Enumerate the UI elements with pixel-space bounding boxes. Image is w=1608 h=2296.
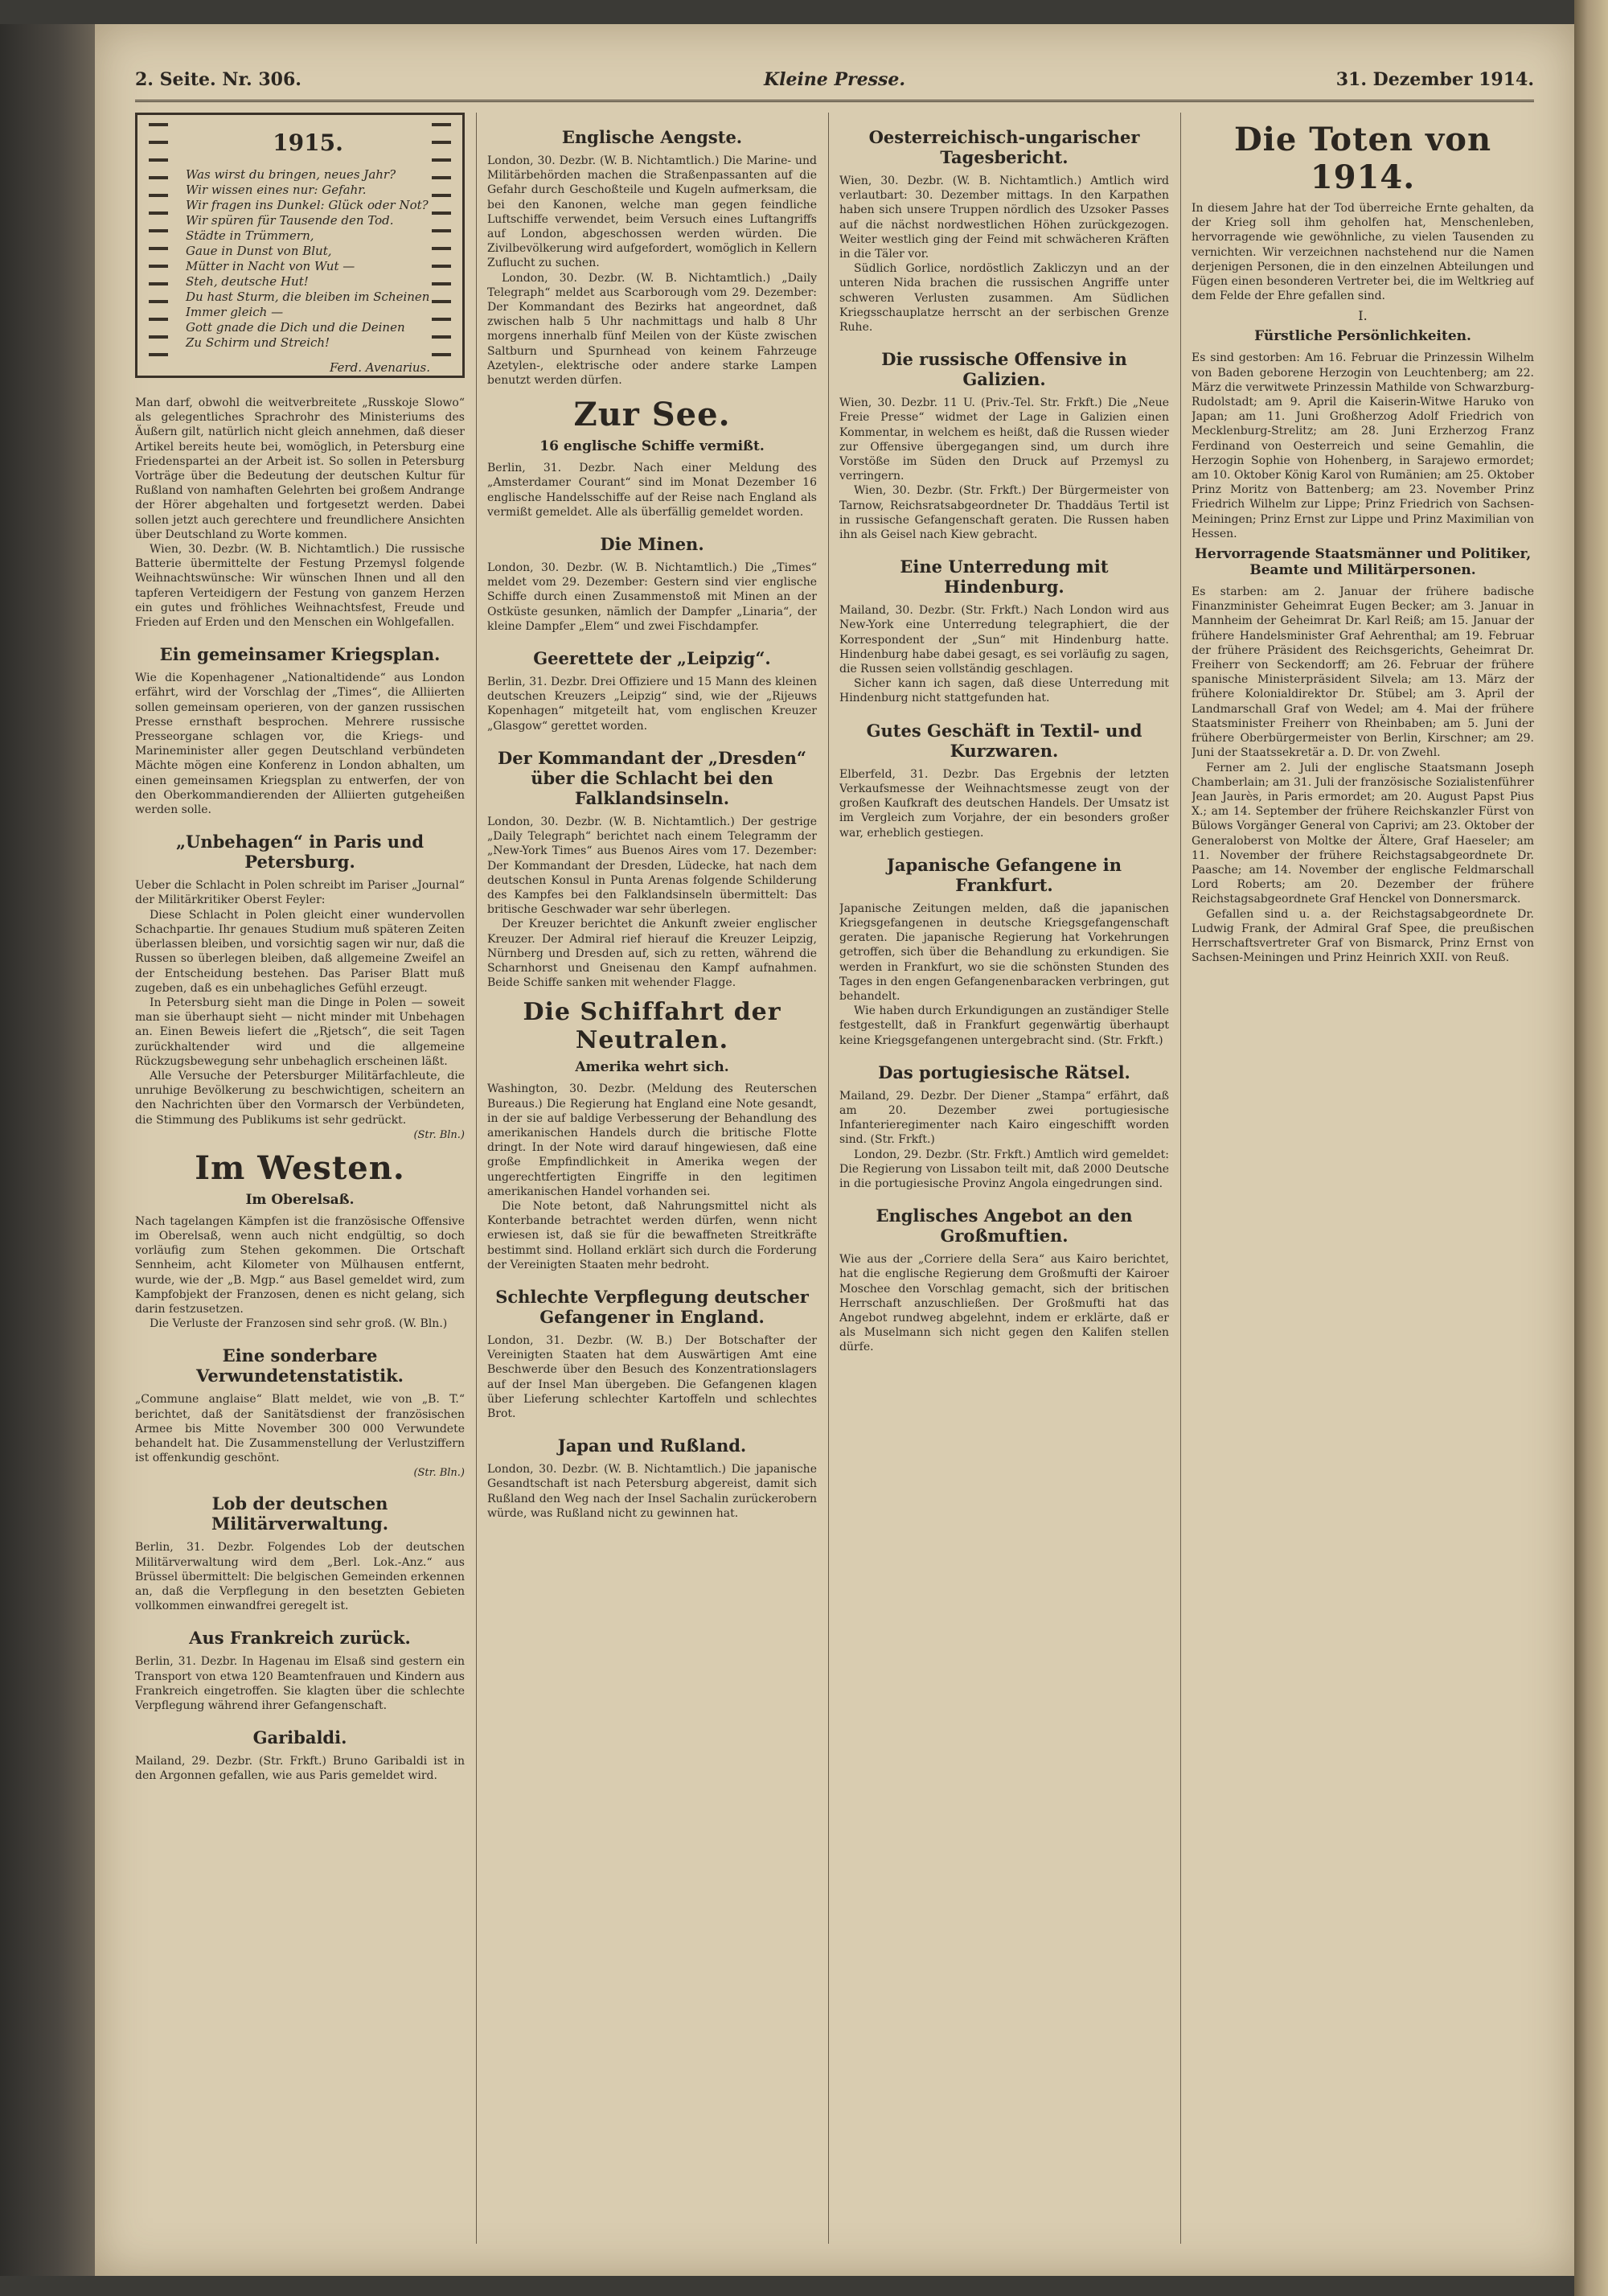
article-paragraph: Wien, 30. Dezbr. (W. B. Nichtamtlich.) Amtlich wird verlautbart: 30. Dezember mittags. In den Karpathen haben sich unsere Truppen nördlich des Uzsoker Passes auf die nächst nordwestlichen Höhen zurückgezogen. Weiter westlich ging der Feind mit schwächeren Kräften in die Täler vor. — [839, 175, 1169, 261]
poem-line: Was wirst du bringen, neues Jahr? — [186, 167, 396, 182]
column-rule — [476, 113, 477, 2244]
section-subheadline: Hervorragende Staatsmänner und Politiker, Beamte und Militärpersonen. — [1194, 546, 1532, 579]
section-headline: Zur See. — [573, 396, 731, 434]
poem-line: Wir fragen ins Dunkel: Glück oder Not? — [186, 198, 429, 212]
poem-line: Steh, deutsche Hut! — [186, 274, 309, 289]
source-credit: (Str. Bln.) — [413, 1467, 465, 1480]
article-headline: Japan und Rußland. — [557, 1436, 747, 1456]
article-headline: Das portugiesische Rätsel. — [878, 1062, 1130, 1082]
section-subheadline: Im Oberelsaß. — [245, 1191, 355, 1208]
poem-line: Städte in Trümmern, — [186, 228, 314, 243]
article-headline: Garibaldi. — [252, 1727, 347, 1748]
article-headline: Aus Frankreich zurück. — [189, 1628, 411, 1649]
page-header — [135, 63, 1534, 102]
article-headline: Eine sonderbare Verwundetenstatistik. — [196, 1345, 404, 1386]
article-paragraph: Die Verluste der Franzosen sind sehr groß. (W. Bln.) — [150, 1317, 448, 1331]
article-paragraph: Wien, 30. Dezbr. (W. B. Nichtamtlich.) Die russische Batterie übermittelte der Festung Przemysl folgende Weihnachtswünsche: Wir wünschen Ihnen und all den tapferen Verteidigern der Festung von ganzem Herzen ein gutes und fröhliches Weihnachtsfest, Freude und Frieden auf Erden und den Menschen ein Wohlgefallen. — [135, 543, 465, 630]
column-rule — [1180, 113, 1181, 2244]
poem-line: Wir spüren für Tausende den Tod. — [186, 213, 394, 228]
section-subheadline: Fürstliche Persönlichkeiten. — [1254, 328, 1471, 345]
article-headline: Schlechte Verpflegung deutscher Gefangener in England. — [495, 1286, 809, 1327]
column-1 — [135, 113, 465, 2244]
column-4 — [1192, 113, 1534, 2244]
poem-line: Wir wissen eines nur: Gefahr. — [186, 183, 367, 197]
newspaper-name: Kleine Presse. — [763, 69, 906, 90]
article-headline: Oesterreichisch-ungarischer Tagesbericht. — [868, 127, 1140, 167]
section-numeral: I. — [1358, 308, 1368, 324]
section-headline: Die Toten von 1914. — [1233, 121, 1492, 196]
poem-line: Immer gleich — — [186, 305, 284, 319]
article-paragraph: Nach tagelangen Kämpfen ist die französische Offensive im Oberelsaß, wenn auch nicht endgültig, so doch vorläufig zum Stehen gekommen. Die Ortschaft Sennheim, acht Kilometer von Mülhausen entfernt, wurde, wie der „B. Mgp.“ aus Basel gemeldet wird, zum Kampfobjekt der Franzosen, denen es nicht gelang, sich darin festzusetzen. — [135, 1214, 465, 1316]
poem-line: Mütter in Nacht von Wut — — [186, 259, 355, 273]
article-paragraph: Wie haben durch Erkundigungen an zuständiger Stelle festgestellt, daß in Frankfurt gegenwärtig überhaupt keine Kriegsgefangenen untergebracht sind. (Str. Frkft.) — [839, 1004, 1169, 1047]
article-paragraph: Wie die Kopenhagener „Nationaltidende“ aus London erfährt, wird der Vorschlag der „Times“, die Alliierten sollen gemeinsam operieren, von der ganzen russischen Presse ernsthaft besprochen. Mehrere russische Presseorgane schlagen vor, die Kriegs- und Marineminister aller gegen Deutschland verbündeten Mächte mögen eine Konferenz in London abhalten, um einen gemeinsamen Kriegsplan zu entwerfen, der von den Oberkommandierenden der Alliierten gutgeheißen werden solle. — [135, 672, 465, 817]
column-2 — [487, 113, 817, 2244]
article-paragraph: In diesem Jahre hat der Tod überreiche Ernte gehalten, da der Krieg soll ihm geholfen hat, Menschenleben, hervorragende wie gewöhnliche, zu vielen Tausenden zu vernichten. Wir verzeichnen nachstehend nur die Namen derjenigen Personen, die in den einzelnen Abteilungen und Fügen einen besonderen Vertreter bei, die im Weltkrieg auf dem Felde der Ehre gefallen sind. — [1192, 202, 1534, 303]
column-rule — [828, 113, 829, 2244]
book-binding — [0, 24, 95, 2276]
article-paragraph: London, 30. Dezbr. (W. B. Nichtamtlich.) Die „Times“ meldet vom 29. Dezember: Gestern sind vier englische Schiffe durch einen Zusammenstoß mit Minen an der Ostküste gesunken, nämlich der Dampfer „Linaria“, der kleine Dampfer „Elem“ und zwei Fischdampfer. — [487, 561, 817, 633]
article-headline: Japanische Gefangene in Frankfurt. — [886, 854, 1122, 895]
issue-date: 31. Dezember 1914. — [1335, 69, 1534, 90]
article-headline: Englische Aengste. — [561, 127, 743, 147]
article-paragraph: Der Kreuzer berichtet die Ankunft zweier englischer Kreuzer. Der Admiral rief hierauf die Kreuzer Leipzig, Nürnberg und Dresden auf, sich zu retten, während die Scharnhorst und Gneisenau den Kampf aufnahmen. Beide Schiffe sanken mit wehender Flagge. — [487, 918, 817, 990]
article-paragraph: Diese Schlacht in Polen gleicht einer wundervollen Schachpartie. Ihr genaues Studium muß späteren Zeiten überlassen bleiben, und vorsichtig sagen wir nur, daß die Russen so überlegen bleiben, daß allgemeine Zweifel an der Entscheidung bestehen. Das Pariser Blatt muß zugeben, daß es ein unbehagliches Gefühl erzeugt. — [135, 908, 465, 995]
article-headline: Die Minen. — [600, 534, 704, 555]
article-headline: „Unbehagen“ in Paris und Petersburg. — [175, 832, 425, 873]
article-paragraph: Ueber die Schlacht in Polen schreibt im Pariser „Journal“ der Militärkritiker Oberst Feyler: — [135, 879, 465, 907]
article-paragraph: Mailand, 30. Dezbr. (Str. Frkft.) Nach London wird aus New-York eine Unterredung telegraphiert, die der Korrespondent der „Sun“ mit Hindenburg hatte. Hindenburg habe dabei gesagt, es sei vorläufig zu sagen, die Russen seien vollständig geschlagen. — [839, 604, 1169, 676]
article-paragraph: Alle Versuche der Petersburger Militärfachleute, die unruhige Bevölkerung zu beschwichtigen, scheitern an den Nachrichten über den Vormarsch der Verbündeten, die Stimmung des Publikums ist sehr gedrückt. — [135, 1069, 465, 1127]
article-paragraph: Mailand, 29. Dezbr. (Str. Frkft.) Bruno Garibaldi ist in den Argonnen gefallen, wie aus Paris gemeldet wird. — [135, 1755, 465, 1783]
poem-line: Gott gnade die Dich und die Deinen — [186, 320, 405, 335]
article-paragraph: Es starben: am 2. Januar der frühere badische Finanzminister Geheimrat Eugen Becker; am 3. Januar in Mannheim der Geheimrat Dr. Karl Reiß; am 15. Januar der frühere Handelsminister Graf Aehrenthal; am 19. Februar der frühere Präsident des Reichsgerichts, Geheimrat Dr. Freiherr von Seckendorff; am 26. Februar der frühere spanische Ministerpräsident Silvela; am 13. März der frühere Kolonialdirektor Dr. Stübel; am 3. April der Landmarschall Graf von Wedel; am 4. Mai der frühere Staatsminister Freiherr von Rheinbaben; am 5. Juni der frühere Oberbürgermeister von Berlin, Kirschner; am 29. Juni der Staatssekretär a. D. Dr. von Zwehl. — [1192, 585, 1534, 760]
article-paragraph: Mailand, 29. Dezbr. Der Diener „Stampa“ erfährt, daß am 20. Dezember zwei portugiesische Infanterieregimenter nach Kairo eingeschifft worden sind. (Str. Frkft.) — [839, 1089, 1169, 1147]
article-headline: Gutes Geschäft in Textil- und Kurzwaren. — [866, 720, 1142, 761]
article-paragraph: Es sind gestorben: Am 16. Februar die Prinzessin Wilhelm von Baden geborene Herzogin von Leuchtenberg; am 22. März die verwitwete Prinzessin Mathilde von Schwarzburg-Rudolstadt; am 9. April die Kaiserin-Witwe Haruko von Japan; am 11. Juni Großherzog Adolf Friedrich von Mecklenburg-Strelitz; am 28. Juni Erzherzog Franz Ferdinand von Oesterreich und seine Gemahlin, die Herzogin Sophie von Hohenberg, in Sarajewo ermordet; am 10. Oktober König Karol von Rumänien; am 25. Oktober Prinz Moritz von Battenberg; am 23. November Prinz Friedrich Wilhelm zur Lippe; Prinz Friedrich von Sachsen-Meiningen; Prinz Ernst zur Lippe und Prinz Maximilian von Hessen. — [1192, 351, 1534, 540]
article-paragraph: Wien, 30. Dezbr. (Str. Frkft.) Der Bürgermeister von Tarnow, Reichsratsabgeordneter Dr. Thaddäus Tertil ist in russische Gefangenschaft geraten. Die Russen haben ihn als Geisel nach Kiew gebracht. — [839, 484, 1169, 542]
article-headline: Englisches Angebot an den Großmuftien. — [876, 1206, 1133, 1247]
article-headline: Die russische Offensive in Galizien. — [881, 349, 1127, 390]
newspaper-page — [95, 24, 1574, 2276]
article-paragraph: Washington, 30. Dezbr. (Meldung des Reuterschen Bureaus.) Die Regierung hat England eine Note gesandt, in der sie auf baldige Verbesserung der Behandlung des amerikanischen Handels durch die britische Flotte dringt. In der Note wird darauf hingewiesen, daß eine große Empfindlichkeit in Amerika wegen der ungerechtfertigten Eingriffe in den legitimen amerikanischen Handel vorhanden sei. — [487, 1082, 817, 1198]
poem-box — [135, 113, 465, 378]
page-number: 2. Seite. Nr. 306. — [135, 69, 302, 90]
article-paragraph: Sicher kann ich sagen, daß diese Unterredung mit Hindenburg nicht stattgefunden hat. — [839, 677, 1169, 705]
article-paragraph: „Commune anglaise“ Blatt meldet, wie von „B. T.“ berichtet, daß der Sanitätsdienst der französischen Armee bis Mitte November 300 000 Verwundete behandelt hat. Die Zusammenstellung der Verlustziffern ist offenkundig geschönt. — [135, 1393, 465, 1465]
article-paragraph: Ferner am 2. Juli der englische Staatsmann Joseph Chamberlain; am 31. Juli der französische Sozialistenführer Jean Jaurès, in Paris ermordet; am 20. August Papst Pius X.; am 14. September der frühere Reichskanzler Fürst von Bülows Vorgänger General von Caprivi; am 23. Oktober der Generaloberst von Moltke der Ältere, Graf Haeseler; am 11. November der frühere Reichstagsabgeordnete Dr. Paasche; am 14. November der englische Feldmarschall Lord Roberts; am 20. Dezember der frühere Reichstagsabgeordnete Graf Henckel von Donnersmarck. — [1192, 761, 1534, 906]
section-headline: Im Westen. — [195, 1148, 405, 1187]
section-subheadline: 16 englische Schiffe vermißt. — [539, 438, 765, 455]
article-paragraph: London, 30. Dezbr. (W. B. Nichtamtlich.) Die japanische Gesandtschaft ist nach Petersburg abgereist, damit sich Rußland den Weg nach der Insel Sachalin zurückerobern würde, was Rußland nicht zu gewinnen hat. — [487, 1463, 817, 1520]
article-paragraph: Berlin, 31. Dezbr. Drei Offiziere und 15 Mann des kleinen deutschen Kreuzers „Leipzig“ sind, wie der „Rijeuws Kopenhagen“ mitgeteilt hat, vom englischen Kreuzer „Glasgow“ gerettet worden. — [487, 676, 817, 733]
article-paragraph: Berlin, 31. Dezbr. Folgendes Lob der deutschen Militärverwaltung wird dem „Berl. Lok.-Anz.“ aus Brüssel übermittelt: Die belgischen Gemeinden erkennen an, daß die Verpflegung in den besetzten Gebieten vollkommen einwandfrei geregelt ist. — [135, 1541, 465, 1613]
poem-line: Zu Schirm und Streich! — [186, 335, 330, 350]
article-headline: Ein gemeinsamer Kriegsplan. — [159, 644, 441, 665]
article-paragraph: London, 31. Dezbr. (W. B.) Der Botschafter der Vereinigten Staaten hat dem Auswärtigen Amt eine Beschwerde über den Besuch des Konzentrationslagers auf der Insel Man übergeben. Die Gefangenen klagen über Lieferung schlechter Kartoffeln und schlechtes Brot. — [487, 1333, 817, 1420]
poem-title: 1915. — [273, 129, 343, 156]
poem-line: Gaue in Dunst von Blut, — [186, 244, 332, 258]
article-paragraph: Gefallen sind u. a. der Reichstagsabgeordnete Dr. Ludwig Frank, der Admiral Graf Spee, die preußischen Herrschaftsvertreter Graf von Bismarck, Prinz Ernst von Sachsen-Meiningen und Prinz Heinrich XXII. von Reuß. — [1192, 907, 1534, 965]
article-paragraph: Berlin, 31. Dezbr. Nach einer Meldung des „Amsterdamer Courant“ sind im Monat Dezember 16 englische Handelsschiffe auf der Reise nach England als vermißt gemeldet. Alle als überfällig gemeldet worden. — [487, 462, 817, 519]
article-paragraph: London, 30. Dezbr. (W. B. Nichtamtlich.) „Daily Telegraph“ meldet aus Scarborough vom 29. Dezember: Der Kommandant des Bezirks hat angeordnet, daß zwischen halb 5 Uhr nachmittags und halb 8 Uhr morgens innerhalb fünf Meilen von der Küste zwischen Saltburn und Spurnhead von keinem Fahrzeuge Azetylen-, elektrische oder andere starke Lampen benutzt werden dürfen. — [487, 271, 817, 388]
article-paragraph: Japanische Zeitungen melden, daß die japanischen Kriegsgefangenen in deutsche Kriegsgefangenschaft geraten. Die japanische Regierung hat Vorkehrungen getroffen, sich über die Behandlung zu erkundigen. Sie werden in Frankfurt, wo sie die schönsten Stunden des Tages in den engen Gefangenenbaracken verbringen, gut behandelt. — [839, 902, 1169, 1003]
article-headline: Der Kommandant der „Dresden“ über die Schlacht bei den Falklandsinseln. — [498, 747, 806, 808]
section-subheadline: Amerika wehrt sich. — [575, 1059, 729, 1076]
section-headline: Die Schiffahrt der Neutralen. — [523, 998, 781, 1055]
article-paragraph: Wien, 30. Dezbr. 11 U. (Priv.-Tel. Str. Frkft.) Die „Neue Freie Presse“ widmet der Lage in Galizien einen Kommentar, in welchem es heißt, daß die Russen wieder zur Offensive übergegangen sind, um durch ihre Vorstöße im Süden den Druck auf Przemysl zu verringern. — [839, 396, 1169, 483]
column-3 — [839, 113, 1169, 2244]
article-paragraph: Südlich Gorlice, nordöstlich Zakliczyn und an der unteren Nida brachen die russischen Angriffe unter schweren Verlusten zusammen. Am Südlichen Kriegsschauplatze herrscht an der serbischen Grenze Ruhe. — [839, 262, 1169, 335]
article-paragraph: Man darf, obwohl die weitverbreitete „Russkoje Slowo“ als gelegentliches Sprachrohr des Ministeriums des Äußern gilt, natürlich nicht gleich annehmen, daß dieser Artikel bereits heute bei, womöglich, in Petersburg eine Friedenspartei an der Arbeit ist. So sollen in Petersburg Vorträge über die Bedeutung der deutschen Kultur für Rußland von namhaften Gelehrten bei großem Andrange der Hörer abgehalten und fortgesetzt werden. Dabei sollen jetzt auch gerechtere und freundlichere Ansichten über Deutschland zu Worte kommen. — [135, 396, 465, 541]
source-credit: (Str. Bln.) — [413, 1128, 465, 1141]
article-headline: Lob der deutschen Militärverwaltung. — [211, 1493, 389, 1534]
article-paragraph: In Petersburg sieht man die Dinge in Polen — soweit man sie überhaupt sieht — nicht minder mit Unbehagen an. Einen Beweis liefert die „Rjetsch“, die seit Tagen zurückhaltender wird und die allgemeine Rückzugsbewegung sehr unbehaglich erscheinen läßt. — [135, 996, 465, 1068]
article-headline: Geerettete der „Leipzig“. — [533, 648, 771, 669]
poem-line: Du hast Sturm, die bleiben im Scheinen — [186, 290, 430, 304]
article-paragraph: Elberfeld, 31. Dezbr. Das Ergebnis der letzten Verkaufsmesse der Weihnachtsmesse zeugt von der großen Kaufkraft des deutschen Handels. Der Umsatz ist im Vergleich zum Vorjahre, der ein besonders großer war, erheblich gestiegen. — [839, 767, 1169, 840]
article-headline: Eine Unterredung mit Hindenburg. — [900, 557, 1109, 598]
article-paragraph: London, 29. Dezbr. (Str. Frkft.) Amtlich wird gemeldet: Die Regierung von Lissabon teilt mit, daß 2000 Deutsche in die portugiesische Provinz Angola eingedrungen sind. — [839, 1148, 1169, 1190]
article-paragraph: Die Note betont, daß Nahrungsmittel nicht als Konterbande betrachtet werden dürfen, wenn nicht erwiesen ist, daß sie für die bewaffneten Streitkräfte bestimmt sind. Holland erklärt sich durch die Forderung der Vereinigten Staaten mehr bedroht. — [487, 1199, 817, 1271]
article-paragraph: London, 30. Dezbr. (W. B. Nichtamtlich.) Der gestrige „Daily Telegraph“ berichtet nach einem Telegramm der „New-York Times“ aus Buenos Aires vom 17. Dezember: Der Kommandant der Dresden, Lüdecke, hat nach dem deutschen Konsul in Punta Arenas folgende Schilderung des Kampfes bei den Falklandsinseln übermittelt: Das britische Geschwader war sehr überlegen. — [487, 815, 817, 917]
article-paragraph: London, 30. Dezbr. (W. B. Nichtamtlich.) Die Marine- und Militärbehörden machen die Straßenpassanten auf die Gefahr durch Geschoßteile und Kugeln aufmerksam, die bei den Kanonen, welche man gegen feindliche Luftschiffe verwendet, beim Versuch eines Luftangriffs auf London, abgeschossen werden würden. Die Zivilbevölkerung wird aufgefordert, womöglich in Kellern Zuflucht zu suchen. — [487, 154, 817, 270]
article-paragraph: Wie aus der „Corriere della Sera“ aus Kairo berichtet, hat die englische Regierung dem Großmufti der Kairoer Moschee den Vorschlag gemacht, sich der britischen Herrschaft anzuschließen. Der Großmufti hat das Angebot rundweg abgelehnt, indem er erklärte, daß er als Muselmann sich nicht gegen den Kalifen stellen dürfe. — [839, 1253, 1169, 1354]
poem-author: Ferd. Avenarius. — [329, 360, 430, 375]
article-paragraph: Berlin, 31. Dezbr. In Hagenau im Elsaß sind gestern ein Transport von etwa 120 Beamtenfrauen und Kindern aus Frankreich eingetroffen. Sie klagten über die schlechte Verpflegung während ihrer Gefangenschaft. — [135, 1655, 465, 1712]
adjacent-page-edge — [1574, 0, 1608, 2296]
